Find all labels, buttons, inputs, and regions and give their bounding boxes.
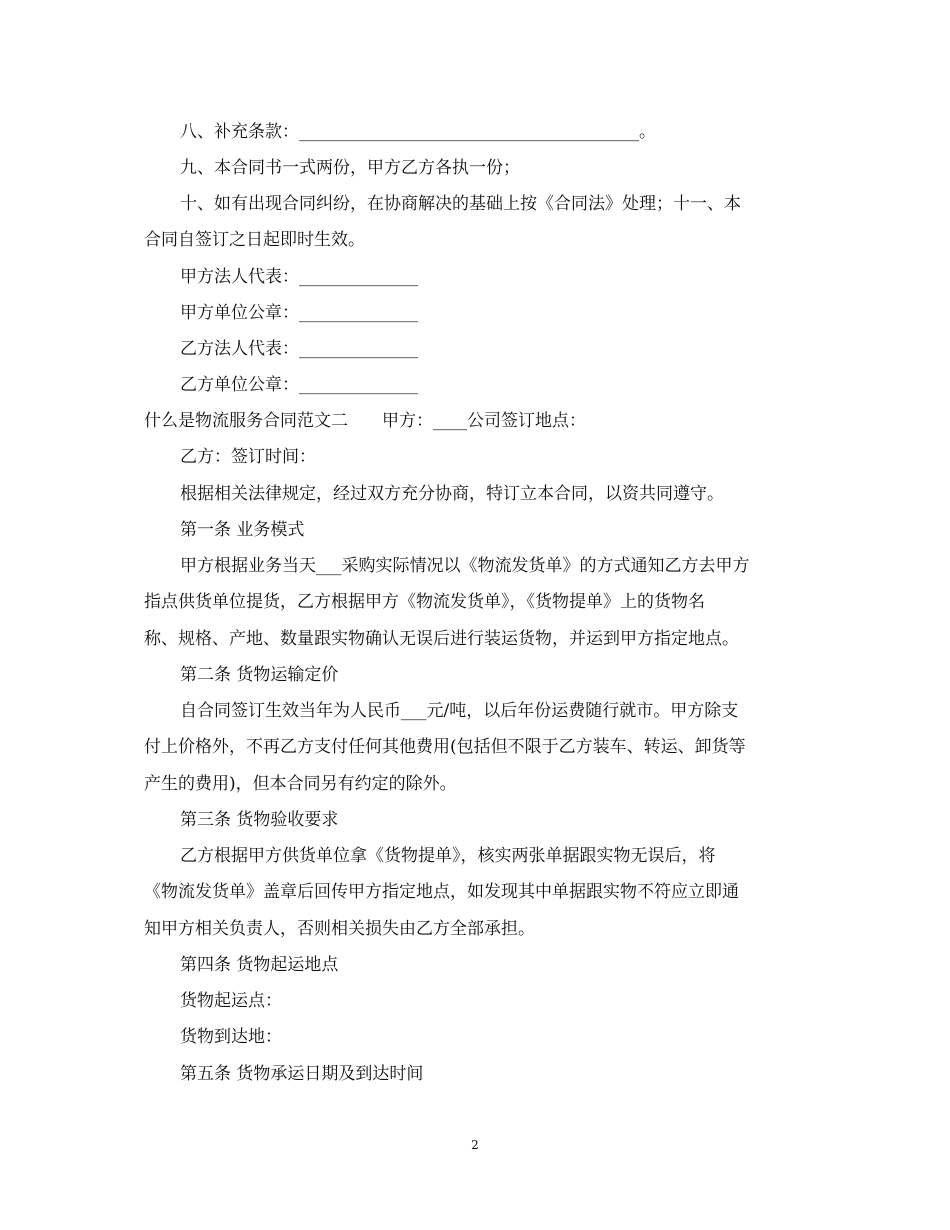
preamble: 根据相关法律规定，经过双方充分协商，特订立本合同，以资共同遵守。 <box>180 484 724 504</box>
page-number: 2 <box>471 1138 479 1152</box>
party-a-seal: 甲方单位公章：______________ <box>180 303 418 323</box>
article-2-paragraph: 产生的费用)，但本合同另有约定的除外。 <box>144 774 457 794</box>
party-b-seal: 乙方单位公章：______________ <box>180 375 418 395</box>
section-heading-sample-two: 什么是物流服务合同范文二 甲方：____公司签订地点： <box>144 411 586 431</box>
clause-10-disputes: 十、如有出现合同纠纷，在协商解决的基础上按《合同法》处理；十一、本 <box>180 194 741 214</box>
article-3-heading: 第三条 货物验收要求 <box>180 810 339 830</box>
destination-point: 货物到达地： <box>180 1027 282 1047</box>
article-2-heading: 第二条 货物运输定价 <box>180 665 339 685</box>
article-2-paragraph: 自合同签订生效当年为人民币___元/吨，以后年份运费随行就市。甲方除支 <box>180 701 739 721</box>
article-3-paragraph: 乙方根据甲方供货单位拿《货物提单》，核实两张单据跟实物无误后，将 <box>180 846 716 866</box>
article-1-paragraph: 称、规格、产地、数量跟实物确认无误后进行装运货物，并运到甲方指定地点。 <box>144 629 739 649</box>
article-5-heading: 第五条 货物承运日期及到达时间 <box>180 1064 424 1084</box>
article-4-heading: 第四条 货物起运地点 <box>180 955 339 975</box>
party-b-sign-time: 乙方：签订时间： <box>180 447 316 467</box>
article-1-paragraph: 甲方根据业务当天___采购实际情况以《物流发货单》的方式通知乙方去甲方 <box>180 556 750 576</box>
clause-11-effective: 合同自签订之日起即时生效。 <box>144 230 365 250</box>
clause-9-copies: 九、本合同书一式两份，甲方乙方各执一份； <box>180 158 520 178</box>
article-3-paragraph: 《物流发货单》盖章后回传甲方指定地点，如发现其中单据跟实物不符应立即通 <box>144 882 739 902</box>
article-1-heading: 第一条 业务模式 <box>180 520 305 540</box>
article-1-paragraph: 指点供货单位提货，乙方根据甲方《物流发货单》，《货物提单》上的货物名 <box>144 592 705 612</box>
article-2-paragraph: 付上价格外，不再乙方支付任何其他费用(包括但不限于乙方装车、转运、卸货等 <box>144 737 746 757</box>
clause-8-supplementary-terms: 八、补充条款：________________________________________。 <box>180 122 656 142</box>
origin-point: 货物起运点： <box>180 991 282 1011</box>
article-3-paragraph: 知甲方相关负责人，否则相关损失由乙方全部承担。 <box>144 919 535 939</box>
party-a-legal-rep: 甲方法人代表：______________ <box>180 267 418 287</box>
party-b-legal-rep: 乙方法人代表：______________ <box>180 339 418 359</box>
